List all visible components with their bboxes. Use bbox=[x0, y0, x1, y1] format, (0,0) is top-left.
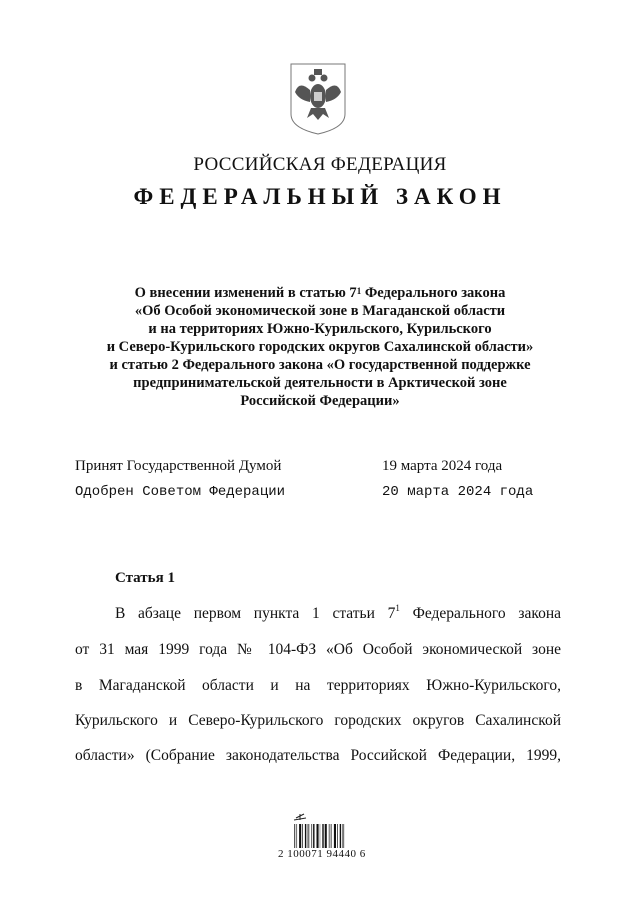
adoption-duma bbox=[75, 458, 565, 475]
article-text-line bbox=[115, 605, 561, 623]
law-title bbox=[80, 284, 560, 410]
barcode bbox=[290, 812, 350, 872]
adoption-date: 20 марта 2024 года bbox=[382, 484, 534, 500]
country-name: РОССИЙСКАЯ ФЕДЕРАЦИЯ bbox=[193, 154, 447, 175]
law-title-line: предпринимательской деятельности в Арктической зоне bbox=[133, 375, 507, 391]
article-heading: Статья 1 bbox=[115, 570, 175, 586]
adoption-label: Одобрен Советом Федерации bbox=[75, 484, 286, 500]
law-title-line bbox=[80, 284, 560, 302]
adoption-council bbox=[75, 484, 565, 500]
adoption-date: 19 марта 2024 года bbox=[382, 458, 503, 474]
article-text-line: области» (Собрание законодательства Российской Федерации, 1999, bbox=[75, 747, 561, 764]
law-title-line: и Северо-Курильского городских округов Сахалинской области» bbox=[106, 339, 534, 355]
barcode-number: 2 100071 94440 6 bbox=[278, 848, 366, 860]
law-title-line: Российской Федерации» bbox=[240, 393, 400, 409]
law-title-text: О внесении изменений в статью 7 bbox=[134, 285, 357, 301]
law-title-line: и статью 2 Федерального закона «О государственной поддержке bbox=[109, 357, 531, 373]
article-text: В абзаце первом пункта 1 статьи 7 bbox=[115, 605, 396, 622]
article-text: Федерального закона bbox=[399, 605, 561, 622]
adoption-label: Принят Государственной Думой bbox=[75, 458, 282, 474]
law-title-line: и на территориях Южно-Курильского, Курильского bbox=[148, 321, 492, 337]
coat-of-arms-emblem bbox=[289, 62, 347, 136]
superscript: 1 bbox=[356, 286, 362, 296]
article-text-line: в Магаданской области и на территориях Южно-Курильского, bbox=[75, 677, 561, 694]
superscript: 1 bbox=[395, 603, 400, 613]
article-text-line: от 31 мая 1999 года № 104-ФЗ «Об Особой экономической зоне bbox=[75, 641, 561, 658]
law-title-line: «Об Особой экономической зоне в Магаданской области bbox=[134, 303, 506, 319]
article-text-line: Курильского и Северо-Курильского городских округов Сахалинской bbox=[75, 712, 561, 729]
law-title-text: Федерального закона bbox=[361, 285, 506, 301]
document-type: ФЕДЕРАЛЬНЫЙ ЗАКОН bbox=[133, 184, 507, 209]
